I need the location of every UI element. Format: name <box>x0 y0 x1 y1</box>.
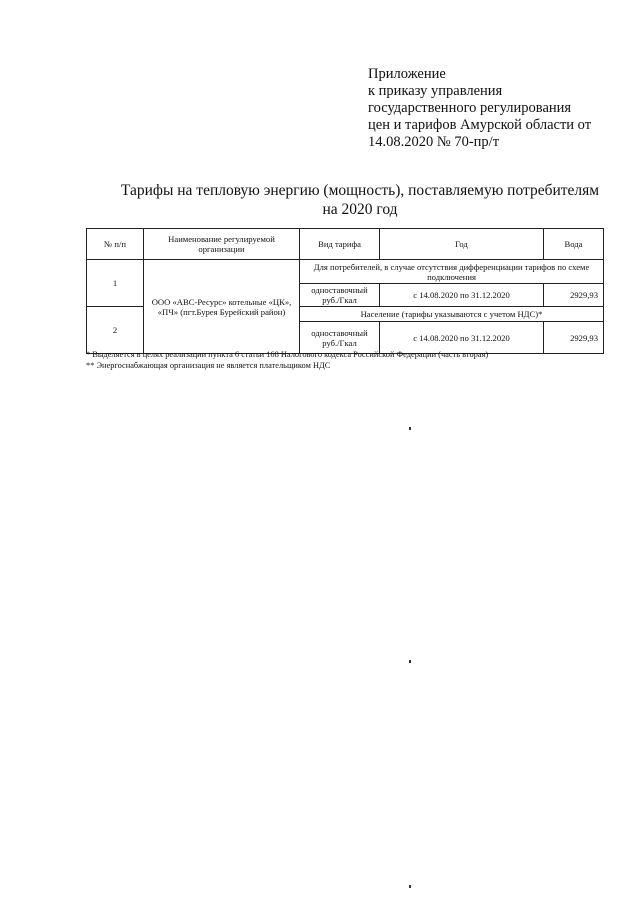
header-year: Год <box>380 229 544 260</box>
appendix-line: к приказу управления <box>368 83 503 99</box>
appendix-block <box>368 66 628 151</box>
row-num-2: 2 <box>87 307 144 354</box>
header-water: Вода <box>544 229 604 260</box>
tariff-type-cell: одноставочный руб./Гкал <box>300 284 380 307</box>
header-tariff-type: Вид тарифа <box>300 229 380 260</box>
table-header-row <box>87 229 604 260</box>
period-cell: с 14.08.2020 по 31.12.2020 <box>380 322 544 354</box>
appendix-line: государственного регулирования <box>368 100 572 116</box>
organization-cell: ООО «АВС-Ресурс» котельные «ЦК», «ПЧ» (пгт.Бурея Бурейский район) <box>144 260 300 354</box>
title-line-2: на 2020 год <box>322 201 398 218</box>
appendix-line: 14.08.2020 № 70-пр/т <box>368 134 500 150</box>
tariff-type-cell: одноставочный руб./Гкал <box>300 322 380 354</box>
footnote-1: * Выделяется в целях реализации пункта 6 статьи 168 Налогового кодекса Российской Федерации (часть вторая) <box>86 350 489 359</box>
row-num-1: 1 <box>87 260 144 307</box>
appendix-line: Приложение <box>368 66 446 82</box>
section-heading-2: Население (тарифы указываются с учетом НДС)* <box>300 307 604 322</box>
header-organization: Наименование регулируемой организации <box>144 229 300 260</box>
appendix-line: цен и тарифов Амурской области от <box>368 117 592 133</box>
footnote-2: ** Энергоснабжающая организация не является плательщиком НДС <box>86 361 331 370</box>
scan-speck <box>409 885 411 888</box>
value-cell: 2929,93 <box>544 284 604 307</box>
value-cell: 2929,93 <box>544 322 604 354</box>
table-row <box>87 260 604 284</box>
period-cell: с 14.08.2020 по 31.12.2020 <box>380 284 544 307</box>
footnotes <box>86 349 626 371</box>
section-heading-1: Для потребителей, в случае отсутствия дифференциации тарифов по схеме подключения <box>300 260 604 284</box>
title-line-1: Тарифы на тепловую энергию (мощность), поставляемую потребителям <box>120 182 600 199</box>
scan-speck <box>409 660 411 663</box>
scan-speck <box>409 427 411 430</box>
tariff-table <box>86 228 604 354</box>
document-title <box>90 181 630 219</box>
header-num: № п/п <box>87 229 144 260</box>
